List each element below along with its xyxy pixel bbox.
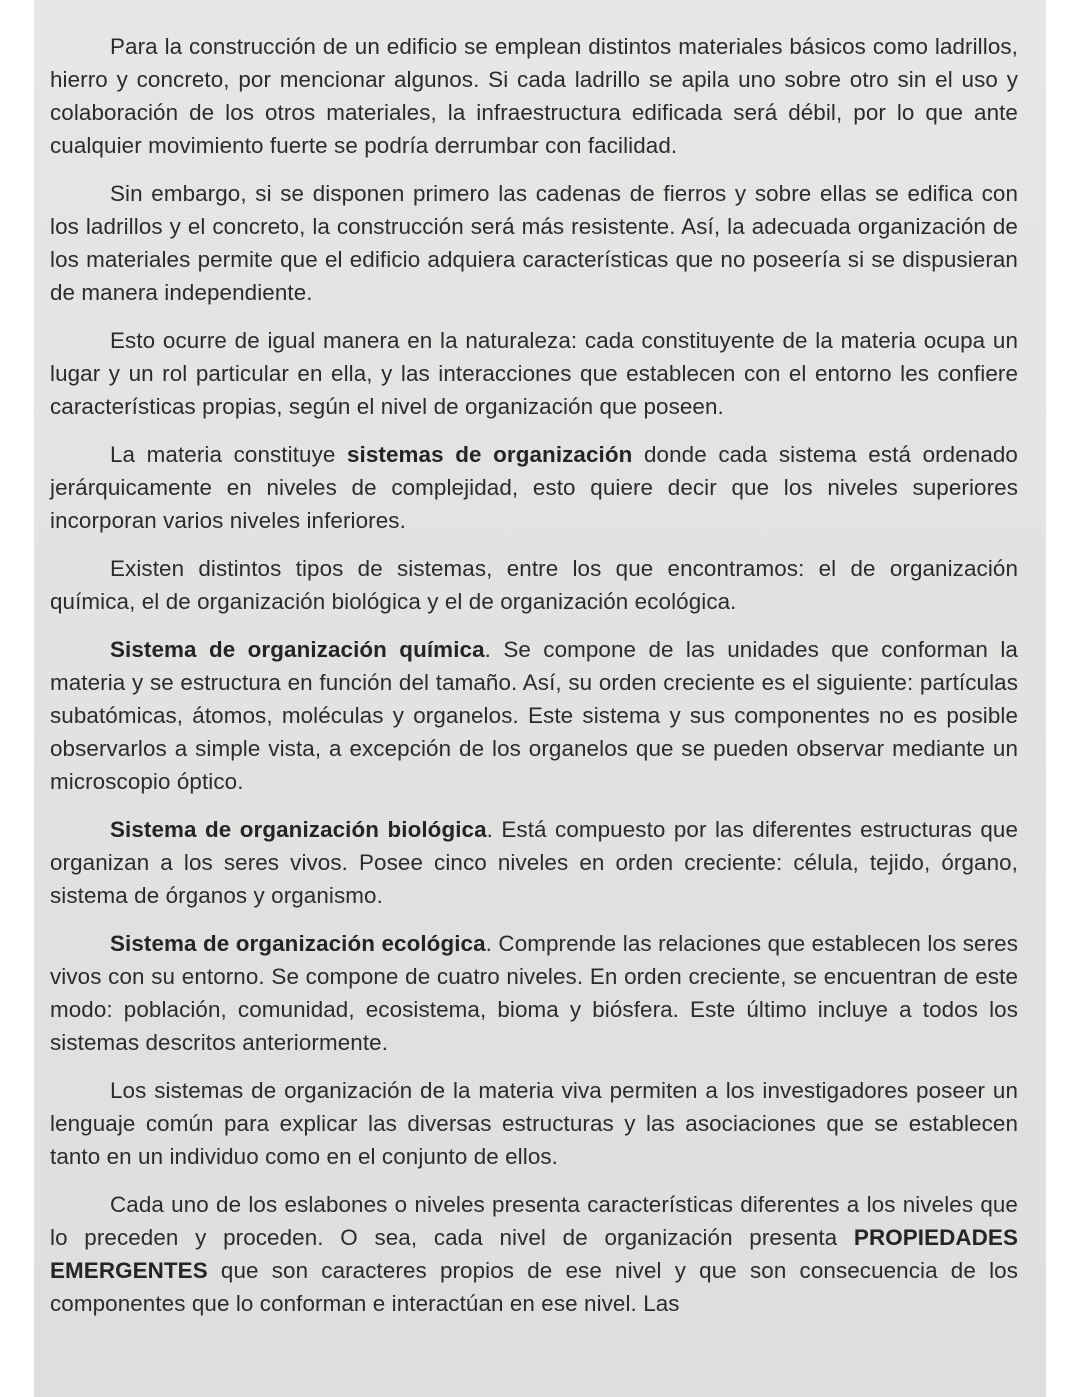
paragraph-construction-analogy: Para la construcción de un edificio se emplean distintos materiales básicos como ladrillos, hierro y concreto, por mencionar algunos. Si cada ladrillo se apila uno sobre otro sin el uso y colaboración de los otros materiales, la infraestructura edificada será débil, por lo que ante cualquier movimiento fuerte se podría derrumbar con facilidad.: [50, 34, 1018, 158]
bold-term: Sistema de organización ecológica: [110, 931, 486, 956]
paragraph-text: donde cada sistema está ordenado jerárquicamente en niveles de complejidad, esto quiere decir que los niveles superiores incorporan varios niveles inferiores.: [50, 442, 1018, 533]
document-page: [34, 0, 1046, 1397]
paragraph-biological-system: [50, 813, 1018, 912]
paragraph-text: . Se compone de las unidades que conforman la materia y se estructura en función del tamaño. Así, su orden creciente es el siguiente: partículas subatómicas, átomos, moléculas y organelos. Este sistema y sus componentes no es posible observarlos a simple vista, a excepción de los organelos que se pueden observar mediante un microscopio óptico.: [50, 637, 1018, 794]
paragraph-nature-analogy: Esto ocurre de igual manera en la naturaleza: cada constituyente de la materia ocupa un lugar y un rol particular en ella, y las interacciones que establecen con el entorno les confiere características propias, según el nivel de organización que poseen.: [50, 328, 1018, 419]
paragraph-organized-materials: Sin embargo, si se disponen primero las cadenas de fierros y sobre ellas se edifica con los ladrillos y el concreto, la construcción será más resistente. Así, la adecuada organización de los materiales permite que el edificio adquiera características que no poseería si se dispusieran de manera independiente.: [50, 181, 1018, 305]
background-left-margin: [0, 0, 34, 1397]
paragraph-text: . Comprende las relaciones que establecen los seres vivos con su entorno. Se compone de cuatro niveles. En orden creciente, se encuentran de este modo: población, comunidad, ecosistema, bioma y biósfera. Este último incluye a todos los sistemas descritos anteriormente.: [50, 931, 1018, 1055]
bold-term: Sistema de organización química: [110, 637, 485, 662]
paragraph-emergent-properties: [50, 1188, 1018, 1320]
paragraph-text: . Está compuesto por las diferentes estructuras que organizan a los seres vivos. Posee cinco niveles en orden creciente: célula, tejido, órgano, sistema de órganos y organismo.: [50, 817, 1018, 908]
bold-term: PROPIEDADES EMERGENTES: [50, 1225, 1018, 1283]
paragraph-organization-systems: [50, 438, 1018, 537]
paragraph-common-language: Los sistemas de organización de la materia viva permiten a los investigadores poseer un lenguaje común para explicar las diversas estructuras y las asociaciones que se establecen tanto en un individuo como en el conjunto de ellos.: [50, 1078, 1018, 1169]
background-right-margin: [1046, 0, 1080, 1397]
paragraph-text: que son caracteres propios de ese nivel y que son consecuencia de los componentes que lo conforman e interactúan en ese nivel. Las: [50, 1258, 1018, 1316]
paragraph-ecological-system: [50, 927, 1018, 1059]
paragraph-system-types: Existen distintos tipos de sistemas, entre los que encontramos: el de organización química, el de organización biológica y el de organización ecológica.: [50, 556, 1018, 614]
paragraph-text: La materia constituye: [110, 442, 347, 467]
paragraph-chemical-system: [50, 633, 1018, 798]
bold-term: sistemas de organización: [347, 442, 633, 467]
bold-term: Sistema de organización biológica: [110, 817, 487, 842]
paragraph-text: Cada uno de los eslabones o niveles presenta características diferentes a los niveles que lo preceden y proceden. O sea, cada nivel de organización presenta: [50, 1192, 1018, 1250]
